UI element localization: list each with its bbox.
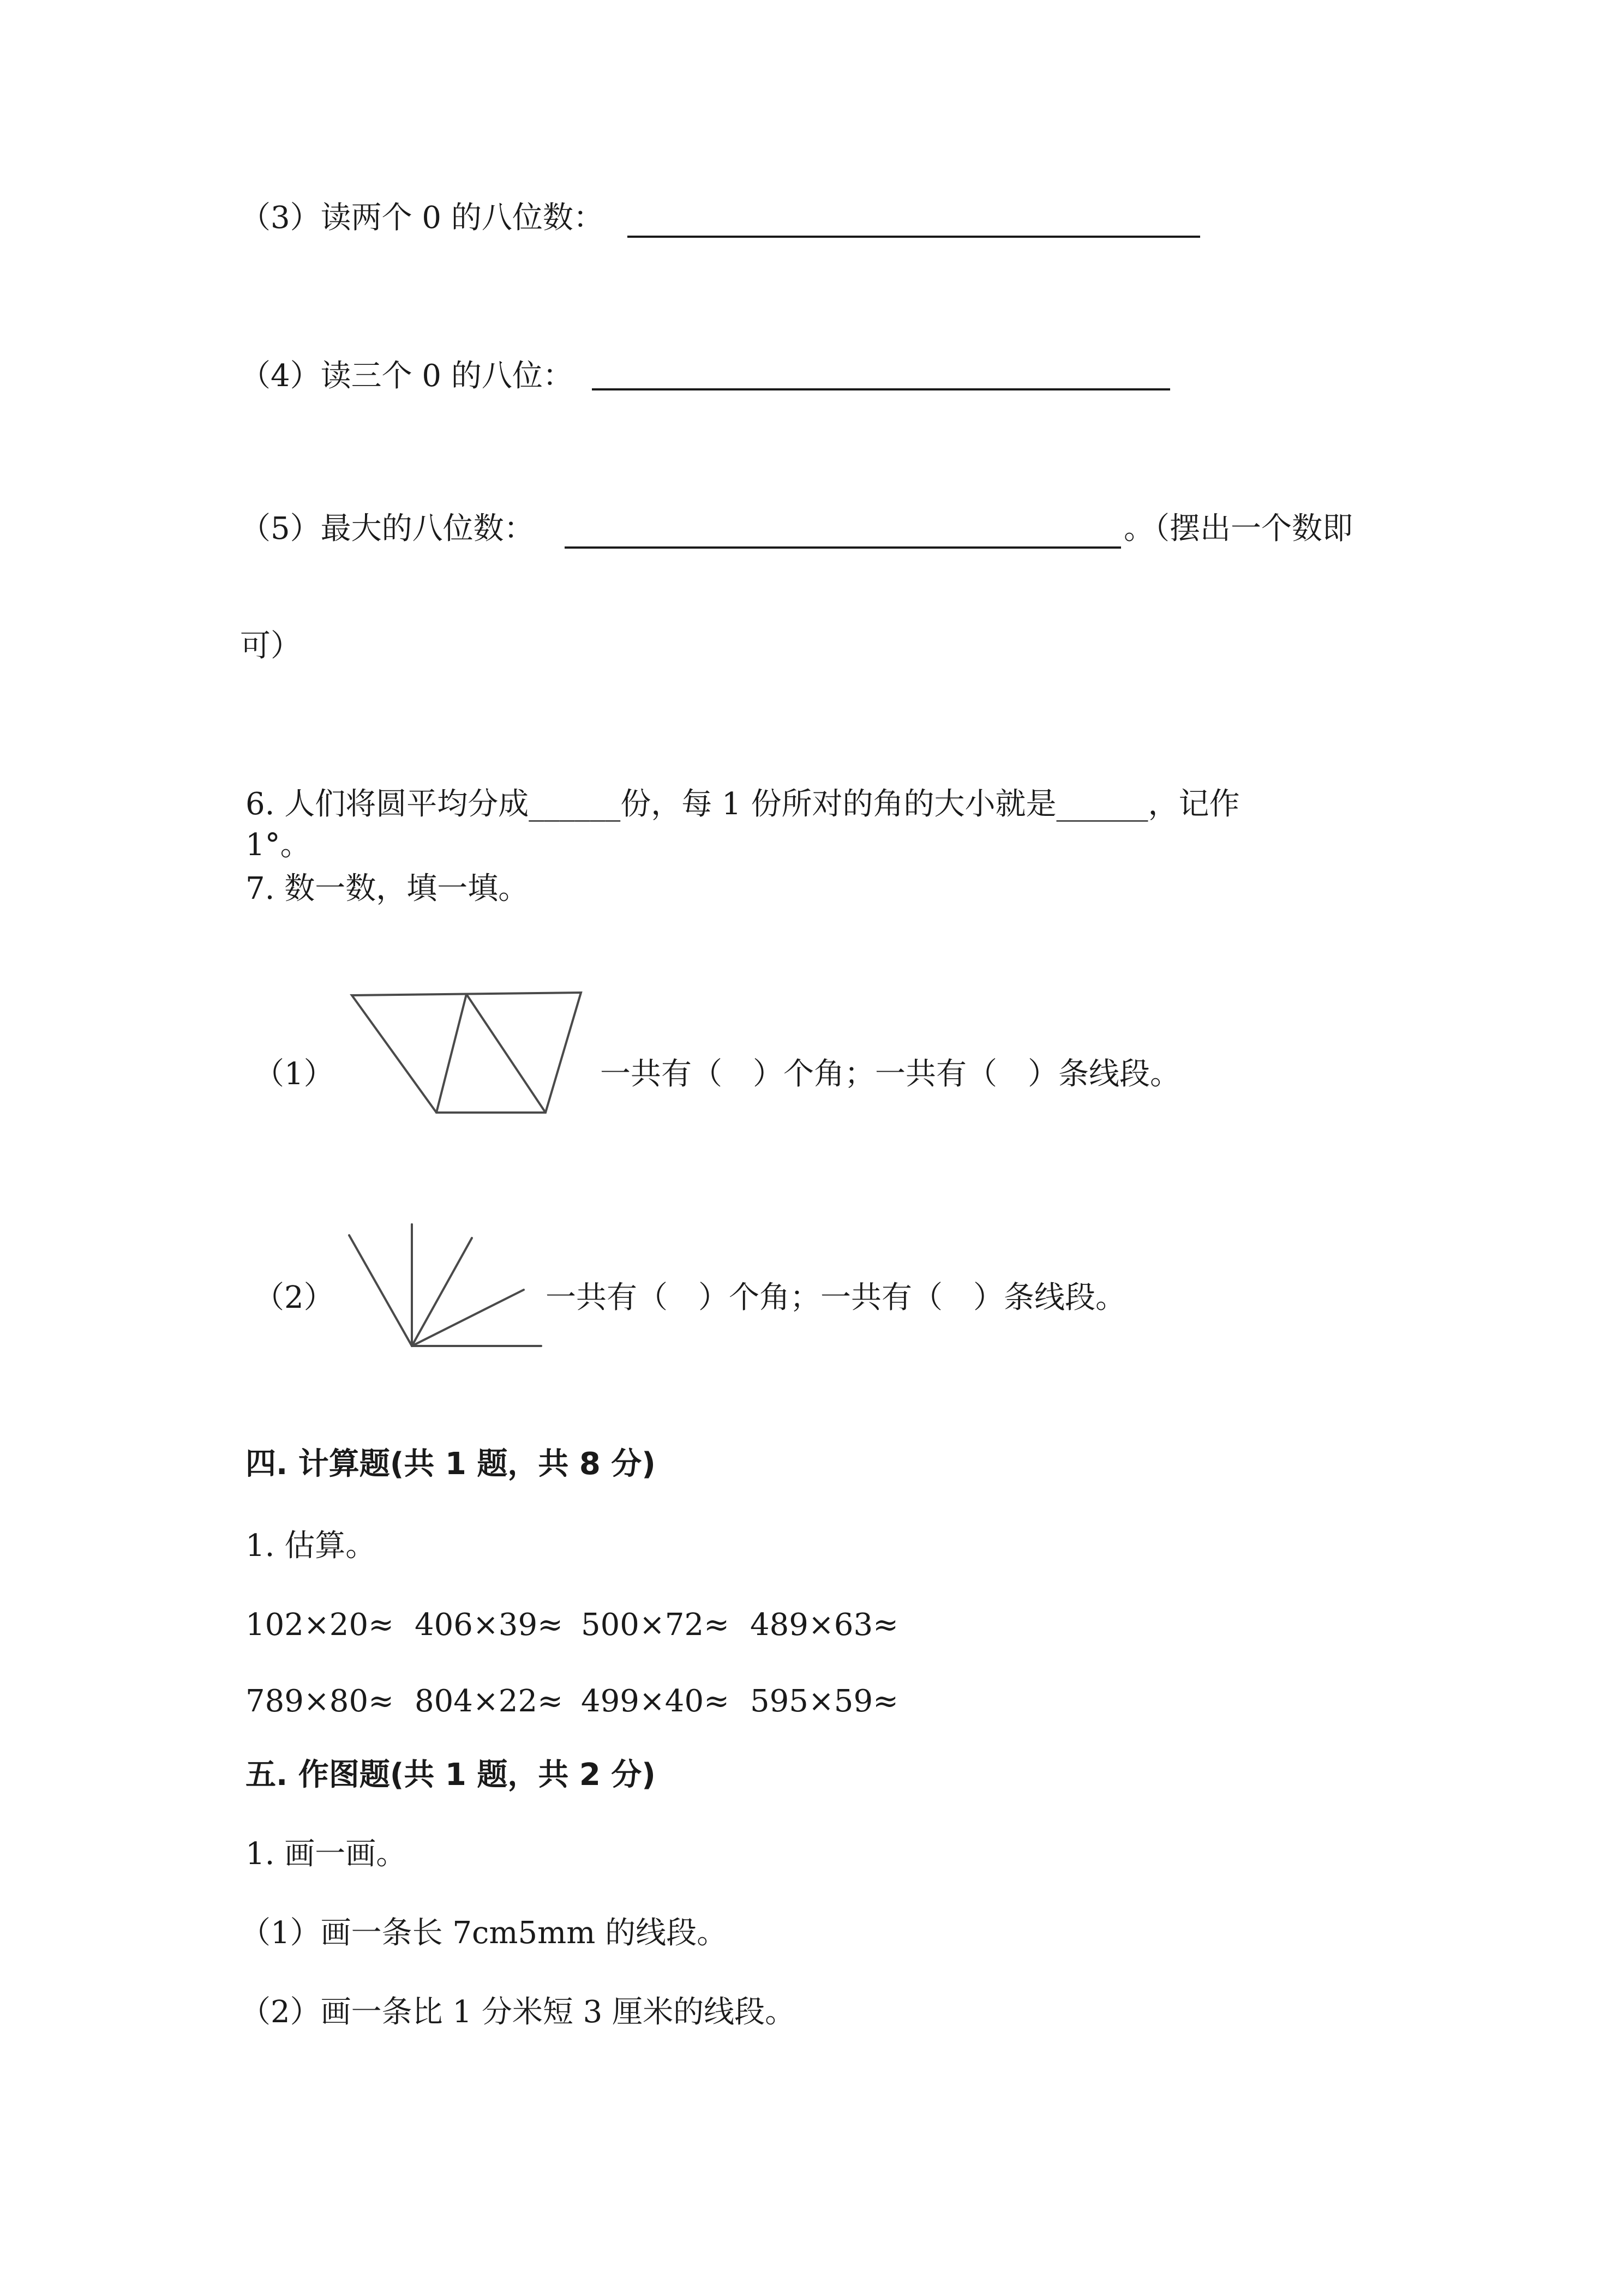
trapezoid-diagonal-left xyxy=(436,994,466,1113)
estimate-item: 102×20≈ xyxy=(245,1607,394,1643)
trapezoid-diagonal-right xyxy=(466,994,546,1113)
trapezoid-figure xyxy=(344,982,595,1123)
trapezoid-outline xyxy=(352,993,581,1113)
section4-q1: 1. 估算。 xyxy=(245,1528,376,1564)
estimate-item: 595×59≈ xyxy=(750,1684,898,1719)
item3-answer-line[interactable] xyxy=(627,236,1200,238)
item4-answer-line[interactable] xyxy=(592,388,1170,390)
estimate-item: 406×39≈ xyxy=(415,1607,563,1643)
rays-figure xyxy=(344,1222,546,1353)
q7-sub2-label: （2） xyxy=(254,1280,334,1315)
estimate-item: 804×22≈ xyxy=(415,1684,563,1719)
section5-sub1: （1）画一条长 7cm5mm 的线段。 xyxy=(240,1915,728,1951)
item5-label: （5）最大的八位数： xyxy=(240,511,535,546)
estimate-item: 789×80≈ xyxy=(245,1684,394,1719)
section5-sub2: （2）画一条比 1 分米短 3 厘米的线段。 xyxy=(240,1994,796,2030)
item3-label: （3）读两个 0 的八位数： xyxy=(240,200,604,236)
section4-heading: 四. 计算题(共 1 题，共 8 分) xyxy=(245,1446,656,1482)
estimate-item: 499×40≈ xyxy=(581,1684,729,1719)
q7-title: 7. 数一数，填一填。 xyxy=(245,871,529,906)
item5-answer-line[interactable] xyxy=(565,546,1121,549)
ray-1 xyxy=(349,1235,412,1346)
estimate-item: 500×72≈ xyxy=(581,1607,729,1643)
q7-sub1-label: （1） xyxy=(254,1056,334,1092)
item5-suffix: 。（摆出一个数即 xyxy=(1124,511,1353,546)
section5-q1: 1. 画一画。 xyxy=(245,1836,407,1872)
q6-text-cont: 1°。 xyxy=(245,827,311,863)
estimate-item: 489×63≈ xyxy=(750,1607,898,1643)
q6-text: 6. 人们将圆平均分成______份，每 1 份所对的角的大小就是______，记作 xyxy=(245,786,1240,822)
item4-label: （4）读三个 0 的八位： xyxy=(240,358,573,394)
q7-sub2-text: 一共有（ ）个角；一共有（ ）条线段。 xyxy=(546,1280,1126,1315)
item5-suffix-wrap: 可） xyxy=(240,628,301,664)
q7-sub1-text: 一共有（ ）个角；一共有（ ）条线段。 xyxy=(600,1056,1180,1092)
section5-heading: 五. 作图题(共 1 题，共 2 分) xyxy=(245,1757,656,1793)
